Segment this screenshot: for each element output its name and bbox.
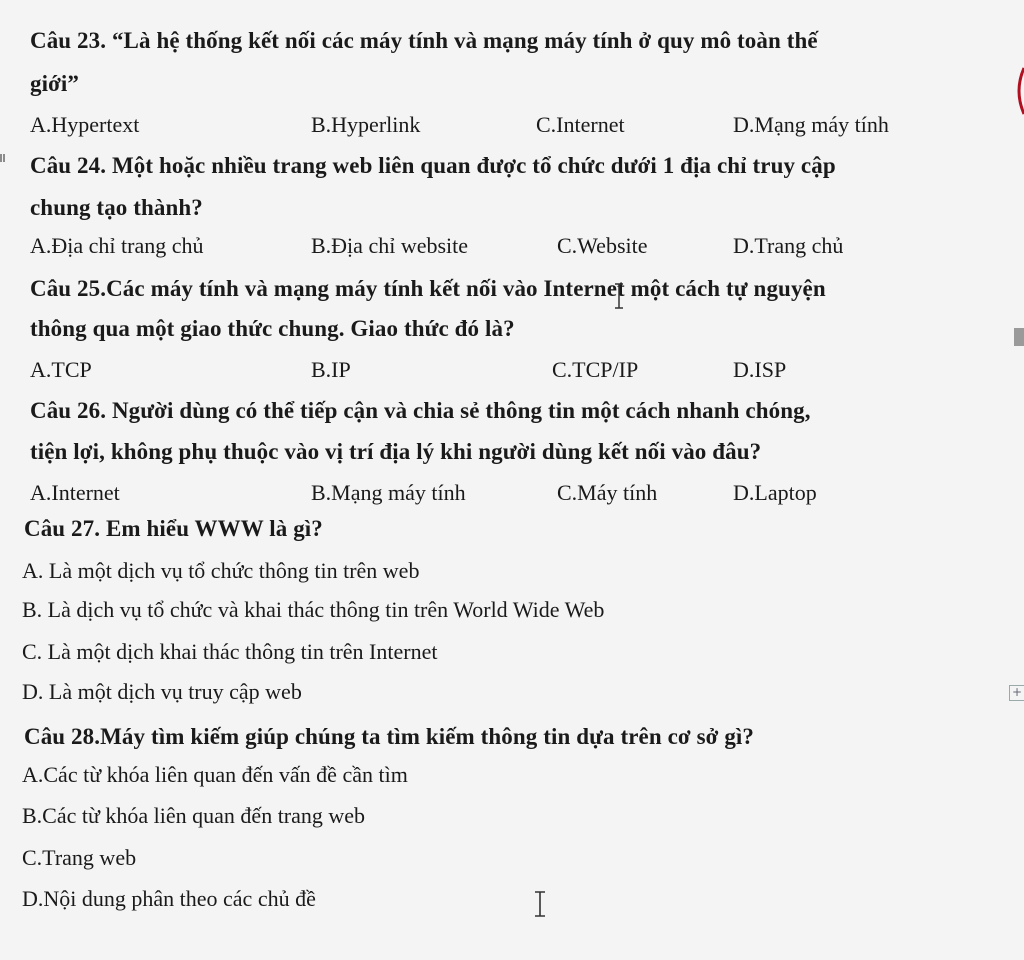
question-26-line-2: tiện lợi, không phụ thuộc vào vị trí địa lý khi người dùng kết nối vào đâu? — [30, 439, 762, 464]
question-26-line-1: Câu 26. Người dùng có thể tiếp cận và chia sẻ thông tin một cách nhanh chóng, — [30, 398, 811, 423]
q23-option-d: D.Mạng máy tính — [733, 112, 889, 137]
q26-option-d: D.Laptop — [733, 480, 817, 505]
q27-option-d: D. Là một dịch vụ truy cập web — [22, 679, 302, 704]
text-cursor-icon — [612, 282, 626, 310]
question-24-line-1: Câu 24. Một hoặc nhiều trang web liên quan được tổ chức dưới 1 địa chỉ truy cập — [30, 153, 836, 178]
q24-option-c: C.Website — [557, 233, 648, 258]
left-edge-mark — [0, 150, 6, 160]
text-cursor-icon-2 — [532, 890, 548, 918]
q28-option-a: A.Các từ khóa liên quan đến vấn đề cần tìm — [22, 762, 408, 787]
q25-option-d: D.ISP — [733, 357, 787, 382]
q25-option-a: A.TCP — [30, 357, 92, 382]
q28-option-c: C.Trang web — [22, 845, 137, 870]
q24-option-b: B.Địa chỉ website — [311, 233, 469, 258]
question-25-line-1: Câu 25.Các máy tính và mạng máy tính kết nối vào Internet một cách tự nguyện — [30, 276, 826, 301]
question-23-line-2: giới” — [30, 71, 80, 96]
q28-option-b: B.Các từ khóa liên quan đến trang web — [22, 803, 366, 828]
q27-option-a: A. Là một dịch vụ tổ chức thông tin trên web — [22, 558, 420, 583]
q28-option-d: D.Nội dung phân theo các chủ đề — [22, 886, 316, 911]
question-24-line-2: chung tạo thành? — [30, 195, 203, 220]
q26-option-a: A.Internet — [30, 480, 120, 505]
q23-option-c: C.Internet — [536, 112, 625, 137]
q25-option-b: B.IP — [311, 357, 351, 382]
q24-option-d: D.Trang chủ — [733, 233, 844, 258]
q27-option-b: B. Là dịch vụ tổ chức và khai thác thông tin trên World Wide Web — [22, 597, 605, 622]
question-28-title: Câu 28.Máy tìm kiếm giúp chúng ta tìm kiếm thông tin dựa trên cơ sở gì? — [24, 724, 755, 749]
red-edge-mark-icon — [1012, 66, 1024, 116]
q23-option-b: B.Hyperlink — [311, 112, 421, 137]
q24-option-a: A.Địa chỉ trang chủ — [30, 233, 204, 258]
q26-option-b: B.Mạng máy tính — [311, 480, 466, 505]
question-25-line-2: thông qua một giao thức chung. Giao thức đó là? — [30, 316, 515, 341]
question-27-title: Câu 27. Em hiểu WWW là gì? — [24, 516, 323, 541]
move-handle-icon[interactable]: + — [1009, 685, 1024, 701]
q26-option-c: C.Máy tính — [557, 480, 658, 505]
q25-option-c: C.TCP/IP — [552, 357, 639, 382]
question-23-line-1: Câu 23. “Là hệ thống kết nối các máy tính và mạng máy tính ở quy mô toàn thế — [30, 28, 818, 53]
q23-option-a: A.Hypertext — [30, 112, 140, 137]
q27-option-c: C. Là một dịch khai thác thông tin trên Internet — [22, 639, 438, 664]
scrollbar-thumb[interactable] — [1014, 328, 1024, 346]
